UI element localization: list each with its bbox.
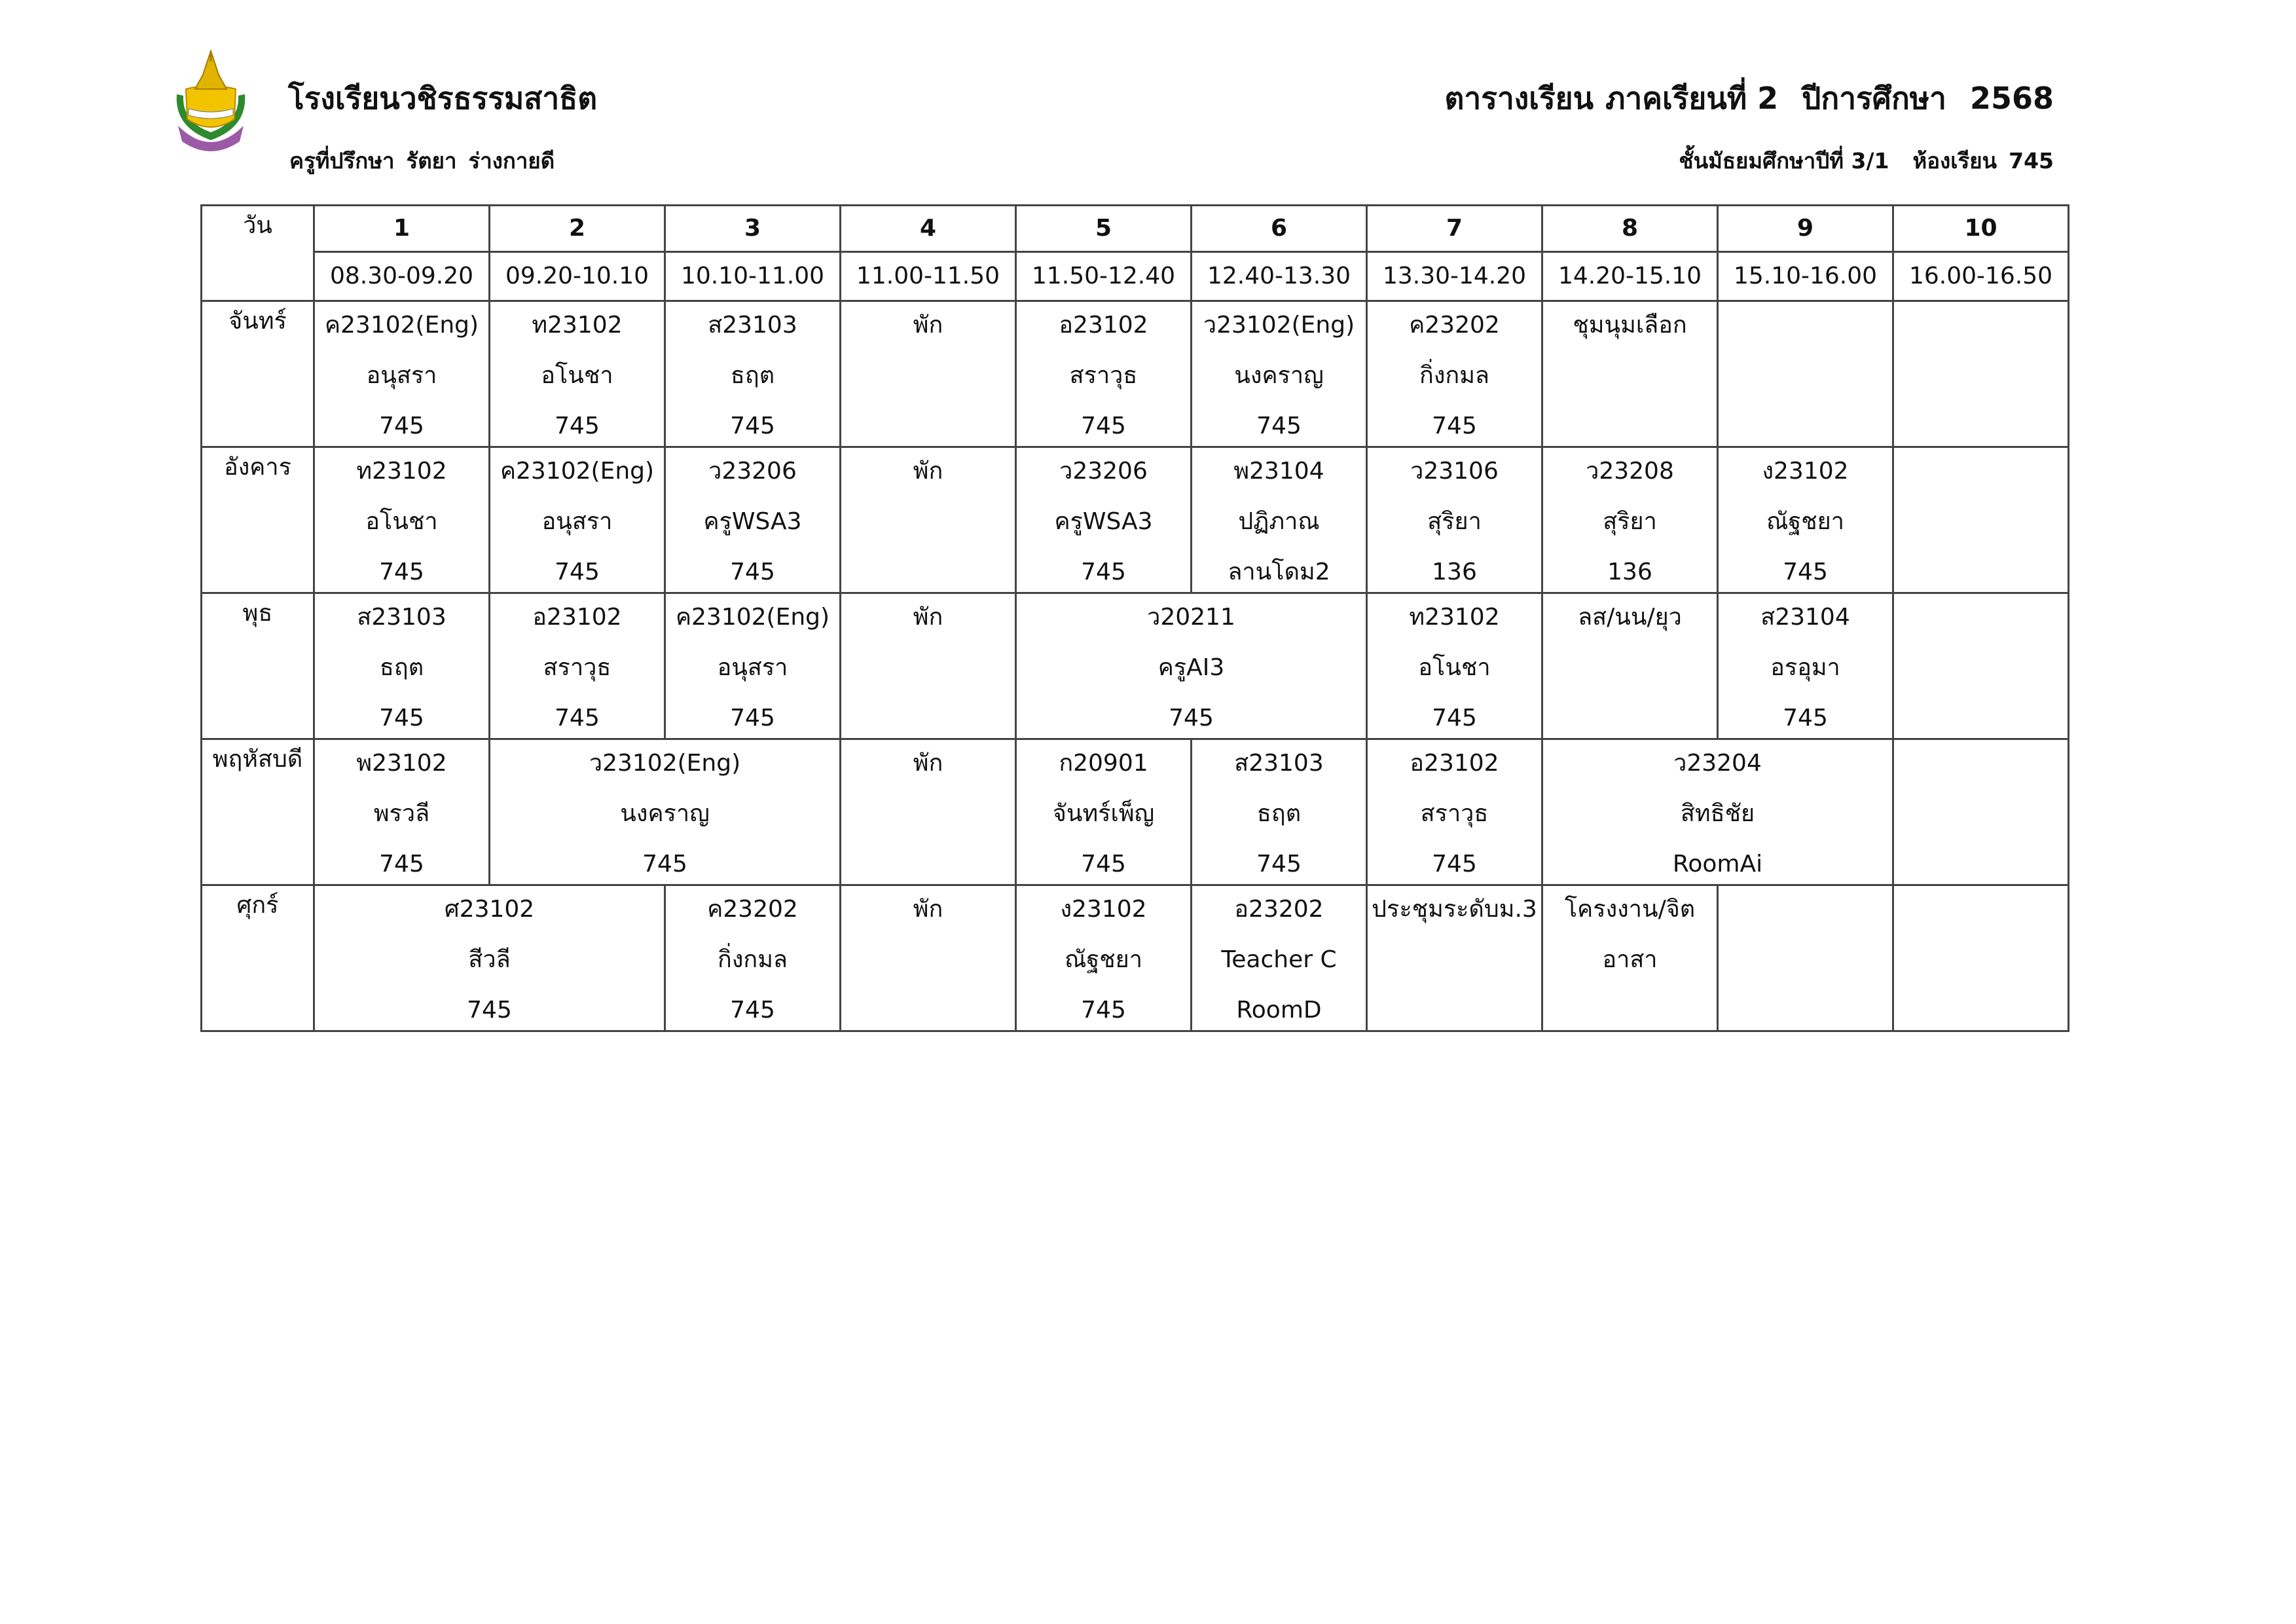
subject-code: ค23202: [707, 896, 798, 923]
teacher-name: สุริยา: [1603, 508, 1657, 535]
teacher-name: [841, 502, 1015, 553]
subject-code: ว20211: [1147, 604, 1235, 631]
subject-code: ส23103: [357, 604, 446, 631]
day-label: จันทร์: [202, 301, 314, 447]
teacher-name: [1894, 940, 2068, 991]
teacher-name: จันทร์เพ็ญ: [1052, 800, 1155, 827]
teacher-name: อโนชา: [1418, 654, 1491, 681]
room-name: [841, 407, 1015, 446]
subject-code: [1894, 744, 2068, 794]
schedule-cell: [490, 447, 665, 593]
teacher-name: อนุสรา: [541, 508, 613, 535]
room-name: [1894, 699, 2068, 738]
teacher-name: ปฏิภาณ: [1238, 508, 1320, 535]
subject-code: ประชุมระดับม.3: [1372, 896, 1537, 923]
teacher-name: [1368, 940, 1541, 991]
schedule-cell: [841, 739, 1016, 885]
schedule-cell: [1893, 739, 2069, 885]
school-emblem-icon: [172, 48, 250, 156]
schedule-cell: [314, 739, 490, 885]
period-header-row: [202, 206, 2069, 252]
subject-code: ว23206: [708, 458, 797, 485]
teacher-name: สราวุธ: [1069, 362, 1138, 389]
subject-code: [1894, 890, 2068, 940]
title-prefix: ตารางเรียน: [1444, 81, 1594, 116]
subject-code: ค23102(Eng): [500, 458, 655, 485]
academic-year: 2568: [1969, 81, 2054, 116]
period-time: 11.50-12.40: [1016, 252, 1192, 301]
schedule-cell: [1542, 593, 1718, 739]
subject-code: ส23104: [1760, 604, 1850, 631]
room-name: [1543, 991, 1717, 1030]
schedule-cell: [490, 301, 665, 447]
timetable: [200, 204, 2069, 1032]
period-time-row: [202, 252, 2069, 301]
room-name: [1543, 407, 1717, 446]
subject-code: ว23208: [1586, 458, 1674, 485]
teacher-name: สราวุธ: [1420, 800, 1489, 827]
schedule-cell: [1542, 885, 1718, 1031]
room-name: 745: [379, 413, 424, 439]
teacher-name: ณัฐชยา: [1064, 946, 1142, 973]
subject-code: พัก: [913, 750, 943, 777]
subject-code: อ23102: [532, 604, 622, 631]
teacher-name: [1719, 940, 1892, 991]
subject-code: ว23204: [1673, 750, 1762, 777]
schedule-cell: [490, 593, 665, 739]
schedule-cell: [1016, 301, 1192, 447]
schedule-cell: [1718, 593, 1893, 739]
schedule-cell: [314, 885, 665, 1031]
room-name: 745: [1256, 851, 1302, 877]
schedule-cell: [1192, 447, 1367, 593]
subject-code: พัก: [913, 896, 943, 923]
schedule-cell: [1192, 301, 1367, 447]
day-label: พุธ: [202, 593, 314, 739]
school-name: โรงเรียนวชิรธรรมสาธิต: [288, 81, 598, 116]
day-row: [202, 301, 2069, 447]
schedule-cell: [1192, 885, 1367, 1031]
teacher-name: [1894, 502, 2068, 553]
schedule-cell: [1893, 447, 2069, 593]
room-number: 745: [2009, 148, 2054, 174]
room-name: 745: [379, 851, 424, 877]
teacher-name: ธฤต: [1256, 800, 1302, 827]
subject-code: [1894, 452, 2068, 502]
room-name: [841, 845, 1015, 884]
room-name: [1719, 407, 1892, 446]
document-title: [1445, 77, 2054, 119]
subject-code: พัก: [913, 604, 943, 631]
schedule-cell: [1367, 885, 1542, 1031]
subject-code: ค23102(Eng): [324, 312, 479, 339]
room-name: 745: [1081, 851, 1126, 877]
room-name: [841, 553, 1015, 592]
teacher-name: ณัฐชยา: [1766, 508, 1844, 535]
schedule-cell: [665, 447, 841, 593]
subject-code: ศ23102: [444, 896, 535, 923]
room-name: 745: [1432, 851, 1477, 877]
period-time: 08.30-09.20: [314, 252, 490, 301]
subject-code: พ23104: [1233, 458, 1324, 485]
subject-code: ส23103: [1234, 750, 1324, 777]
room-label: ห้องเรียน: [1912, 148, 1997, 174]
teacher-name: [1543, 648, 1717, 699]
teacher-name: อโนชา: [541, 362, 613, 389]
day-label: พฤหัสบดี: [202, 739, 314, 885]
schedule-cell: [1718, 447, 1893, 593]
subject-code: อ23102: [1059, 312, 1148, 339]
subject-code: ท23102: [532, 312, 623, 339]
room-name: 745: [1081, 413, 1126, 439]
schedule-cell: [1367, 739, 1542, 885]
room-name: 136: [1607, 559, 1652, 585]
room-name: 745: [1256, 413, 1302, 439]
teacher-name: [841, 356, 1015, 407]
year-label: ปีการศึกษา: [1802, 81, 1946, 116]
schedule-cell: [314, 301, 490, 447]
schedule-cell: [841, 885, 1016, 1031]
period-number: 8: [1542, 206, 1718, 252]
teacher-name: [1894, 356, 2068, 407]
schedule-cell: [841, 447, 1016, 593]
room-name: 745: [1783, 559, 1828, 585]
class-info: [1679, 145, 2054, 177]
subject-code: พัก: [913, 312, 943, 339]
day-row: [202, 447, 2069, 593]
schedule-cell: [1016, 739, 1192, 885]
period-time: 11.00-11.50: [841, 252, 1016, 301]
period-number: 9: [1718, 206, 1893, 252]
teacher-name: นงคราญ: [1234, 362, 1324, 389]
schedule-cell: [1893, 885, 2069, 1031]
room-name: RoomD: [1236, 997, 1322, 1024]
subject-code: [1719, 306, 1892, 356]
teacher-name: สุริยา: [1427, 508, 1482, 535]
teacher-name: [841, 794, 1015, 845]
period-number: 2: [490, 206, 665, 252]
room-name: [841, 699, 1015, 738]
schedule-cell: [1542, 739, 1893, 885]
period-number: 10: [1893, 206, 2069, 252]
day-header: วัน: [202, 206, 314, 301]
subject-code: [1719, 890, 1892, 940]
schedule-cell: [1893, 301, 2069, 447]
room-name: 745: [730, 413, 775, 439]
advisor-surname: ร่างกายดี: [468, 148, 555, 174]
teacher-name: อาสา: [1602, 946, 1658, 973]
room-name: 745: [379, 559, 424, 585]
room-name: 745: [730, 997, 775, 1024]
room-name: 745: [1783, 705, 1828, 731]
schedule-cell: [1016, 593, 1367, 739]
subject-code: ก20901: [1059, 750, 1148, 777]
subject-code: ค23102(Eng): [675, 604, 830, 631]
subject-code: ท23102: [356, 458, 447, 485]
schedule-cell: [665, 593, 841, 739]
teacher-name: ครูWSA3: [703, 508, 802, 535]
room-name: 745: [1169, 705, 1214, 731]
subject-code: ชุมนุมเลือก: [1573, 312, 1687, 339]
subject-code: ว23106: [1410, 458, 1499, 485]
period-number: 1: [314, 206, 490, 252]
schedule-cell: [1718, 301, 1893, 447]
teacher-name: ครูWSA3: [1054, 508, 1153, 535]
schedule-cell: [665, 885, 841, 1031]
room-name: RoomAi: [1672, 851, 1763, 877]
subject-code: ค23202: [1409, 312, 1500, 339]
room-name: [841, 991, 1015, 1030]
day-label: อังคาร: [202, 447, 314, 593]
period-time: 12.40-13.30: [1192, 252, 1367, 301]
period-time: 14.20-15.10: [1542, 252, 1718, 301]
room-name: 136: [1432, 559, 1477, 585]
subject-code: [1894, 598, 2068, 648]
schedule-cell: [314, 593, 490, 739]
room-name: 745: [555, 413, 600, 439]
schedule-cell: [1367, 301, 1542, 447]
subject-code: อ23102: [1410, 750, 1499, 777]
room-name: 745: [467, 997, 512, 1024]
period-time: 15.10-16.00: [1718, 252, 1893, 301]
room-name: [1894, 845, 2068, 884]
schedule-cell: [1542, 447, 1718, 593]
teacher-name: [1894, 648, 2068, 699]
room-name: [1368, 991, 1541, 1030]
schedule-cell: [490, 739, 841, 885]
room-name: 745: [1432, 413, 1477, 439]
schedule-cell: [1718, 885, 1893, 1031]
teacher-name: สราวุธ: [543, 654, 611, 681]
schedule-cell: [841, 301, 1016, 447]
teacher-name: [841, 940, 1015, 991]
subject-code: โครงงาน/จิต: [1564, 896, 1696, 923]
subject-code: ง23102: [1060, 896, 1147, 923]
schedule-cell: [1367, 593, 1542, 739]
schedule-cell: [314, 447, 490, 593]
room-name: 745: [730, 559, 775, 585]
subject-code: ลส/นน/ยุว: [1578, 604, 1682, 631]
advisor-line: [289, 145, 555, 177]
subject-code: พ23102: [356, 750, 447, 777]
teacher-name: [1719, 356, 1892, 407]
day-row: [202, 885, 2069, 1031]
subject-code: ท23102: [1409, 604, 1500, 631]
subject-code: อ23202: [1234, 896, 1324, 923]
schedule-cell: [1192, 739, 1367, 885]
schedule-cell: [1893, 593, 2069, 739]
room-name: 745: [555, 705, 600, 731]
subject-code: ง23102: [1762, 458, 1849, 485]
subject-code: ว23102(Eng): [589, 750, 741, 777]
room-name: 745: [1081, 559, 1126, 585]
teacher-name: ครูAI3: [1157, 654, 1225, 681]
schedule-cell: [1016, 885, 1192, 1031]
teacher-name: นงคราญ: [620, 800, 710, 827]
teacher-name: ธฤต: [379, 654, 424, 681]
teacher-name: [1894, 794, 2068, 845]
grade-label: ชั้นมัธยมศึกษาปีที่ 3/1: [1679, 148, 1889, 174]
day-row: [202, 739, 2069, 885]
subject-code: ว23102(Eng): [1203, 312, 1355, 339]
schedule-cell: [1367, 447, 1542, 593]
teacher-name: พรวลี: [373, 800, 430, 827]
room-name: 745: [1432, 705, 1477, 731]
advisor-name: รัตยา: [406, 148, 457, 174]
teacher-name: อนุสรา: [366, 362, 437, 389]
period-number: 6: [1192, 206, 1367, 252]
room-name: [1543, 699, 1717, 738]
subject-code: [1894, 306, 2068, 356]
period-time: 16.00-16.50: [1893, 252, 2069, 301]
room-name: [1894, 553, 2068, 592]
teacher-name: [1543, 356, 1717, 407]
schedule-cell: [1016, 447, 1192, 593]
schedule-cell: [665, 301, 841, 447]
teacher-name: ธฤต: [730, 362, 775, 389]
day-row: [202, 593, 2069, 739]
room-name: 745: [379, 705, 424, 731]
period-number: 4: [841, 206, 1016, 252]
room-name: [1894, 407, 2068, 446]
period-time: 13.30-14.20: [1367, 252, 1542, 301]
room-name: ลานโดม2: [1228, 559, 1330, 585]
teacher-name: สิทธิชัย: [1680, 800, 1755, 827]
teacher-name: กิ่งกมล: [1419, 362, 1489, 389]
period-time: 09.20-10.10: [490, 252, 665, 301]
teacher-name: สีวลี: [468, 946, 511, 973]
period-number: 5: [1016, 206, 1192, 252]
room-name: [1719, 991, 1892, 1030]
period-time: 10.10-11.00: [665, 252, 841, 301]
subject-code: พัก: [913, 458, 943, 485]
day-label: ศุกร์: [202, 885, 314, 1031]
subject-code: ส23103: [708, 312, 797, 339]
schedule-cell: [1542, 301, 1718, 447]
room-name: 745: [555, 559, 600, 585]
teacher-name: อนุสรา: [717, 654, 788, 681]
teacher-name: อโนชา: [365, 508, 438, 535]
teacher-name: กิ่งกมล: [718, 946, 788, 973]
room-name: 745: [642, 851, 687, 877]
teacher-name: Teacher C: [1221, 946, 1337, 973]
room-name: 745: [730, 705, 775, 731]
period-number: 7: [1367, 206, 1542, 252]
subject-code: ว23206: [1059, 458, 1148, 485]
semester: ภาคเรียนที่ 2: [1605, 81, 1779, 116]
teacher-name: อรอุมา: [1770, 654, 1840, 681]
room-name: 745: [1081, 997, 1126, 1024]
schedule-cell: [841, 593, 1016, 739]
period-number: 3: [665, 206, 841, 252]
advisor-label: ครูที่ปรึกษา: [289, 148, 395, 174]
teacher-name: [841, 648, 1015, 699]
room-name: [1894, 991, 2068, 1030]
